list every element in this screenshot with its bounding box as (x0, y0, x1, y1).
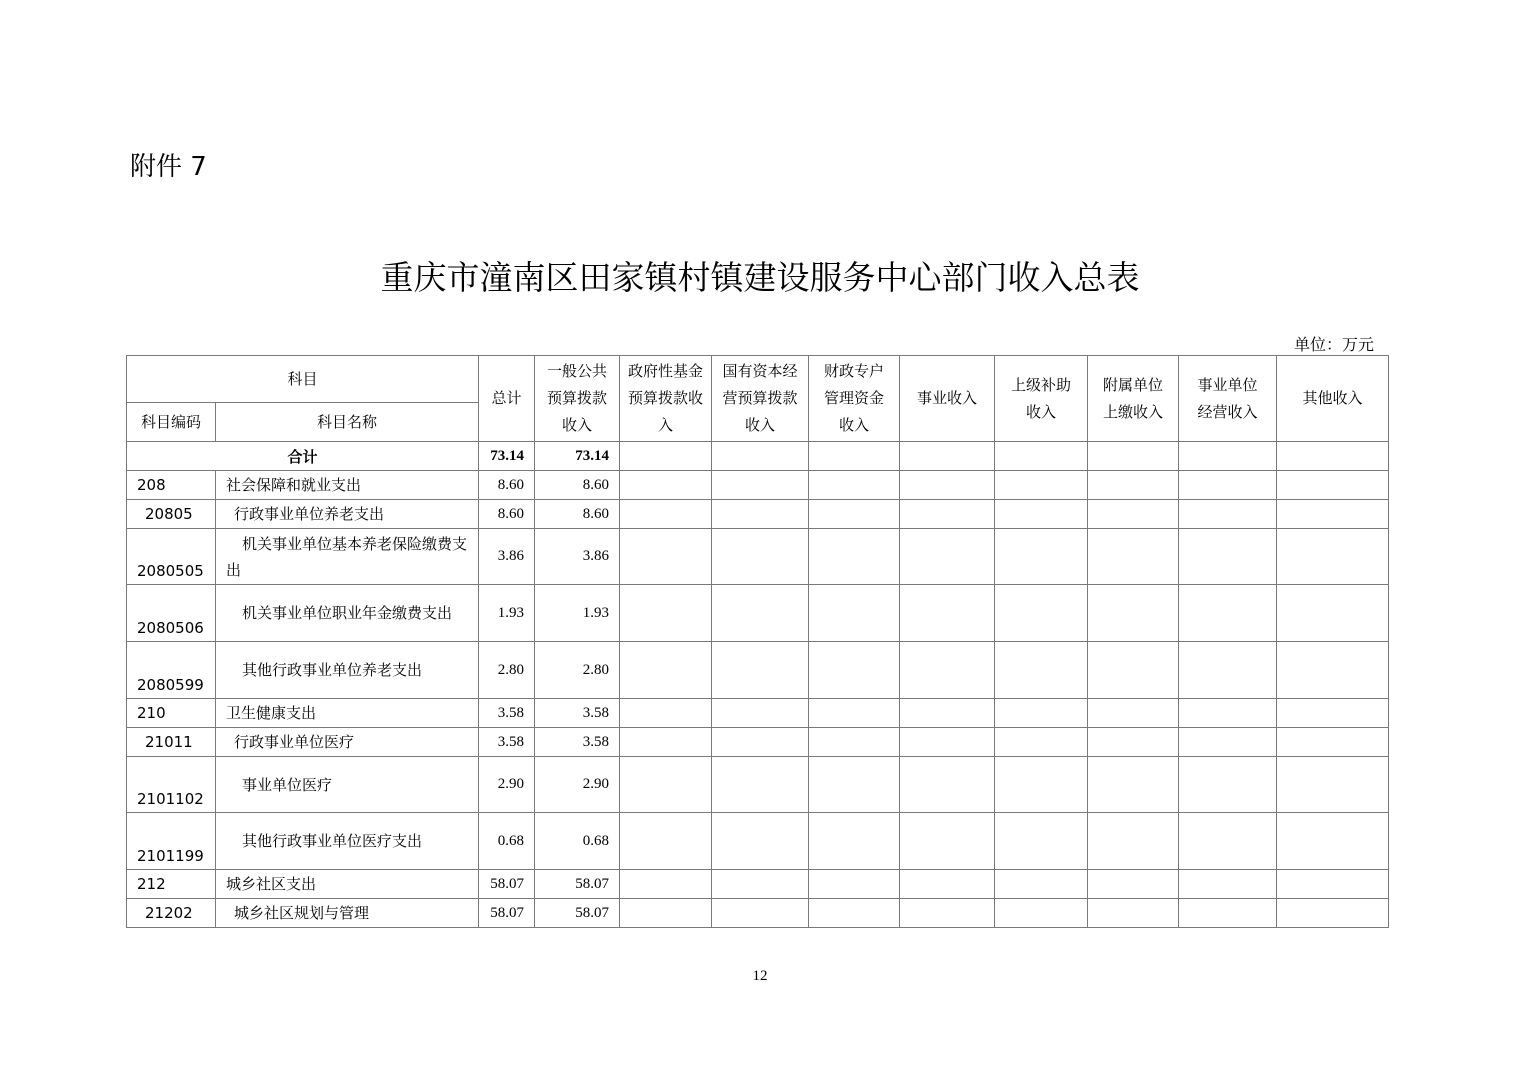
total-cell: 3.58 (479, 728, 535, 757)
table-row (127, 757, 1389, 813)
subject-name: 其他行政事业单位医疗支出 (242, 832, 423, 850)
subject-code: 20805 (127, 500, 216, 529)
subject-name: 机关事业单位职业年金缴费支出 (242, 604, 453, 622)
subject-name: 行政事业单位医疗 (216, 728, 479, 757)
total-cell: 8.60 (479, 500, 535, 529)
subject-code: 2101102 (127, 757, 216, 813)
subject-name: 城乡社区规划与管理 (216, 899, 479, 928)
total-cell: 3.58 (479, 699, 535, 728)
page-title: 重庆市潼南区田家镇村镇建设服务中心部门收入总表 (380, 258, 1140, 297)
subject-name-cell (216, 529, 479, 585)
general-budget-cell: 73.14 (535, 442, 620, 471)
table-row (127, 813, 1389, 870)
general-budget-cell: 3.86 (535, 529, 620, 585)
general-budget-cell: 8.60 (535, 500, 620, 529)
total-cell: 8.60 (479, 471, 535, 500)
header-state-capital: 国有资本经营预算拨款收入 (712, 356, 809, 442)
subject-code: 208 (127, 471, 216, 500)
table-row (127, 529, 1389, 585)
subject-name: 行政事业单位养老支出 (216, 500, 479, 529)
table-row (127, 899, 1389, 928)
unit-label: 单位：万元 (1293, 335, 1374, 354)
income-summary-table (126, 355, 1389, 928)
subject-code: 2080505 (127, 529, 216, 585)
general-budget-cell: 58.07 (535, 870, 620, 899)
subject-name-cell (216, 813, 479, 870)
subject-code: 21202 (127, 899, 216, 928)
subject-code: 2080506 (127, 585, 216, 642)
subject-name-cell (216, 757, 479, 813)
subject-code: 21011 (127, 728, 216, 757)
general-budget-cell: 58.07 (535, 899, 620, 928)
header-affiliated-unit: 附属单位上缴收入 (1088, 356, 1179, 442)
total-cell: 2.90 (479, 757, 535, 813)
annex-label: 附件 7 (130, 152, 207, 182)
subject-name-cell (216, 585, 479, 642)
header-general-budget: 一般公共预算拨款收入 (535, 356, 620, 442)
subject-name: 社会保障和就业支出 (216, 471, 479, 500)
header-total: 总计 (479, 356, 535, 442)
general-budget-cell: 3.58 (535, 728, 620, 757)
general-budget-cell: 2.80 (535, 642, 620, 699)
header-unit-operating: 事业单位经营收入 (1179, 356, 1277, 442)
table-row (127, 585, 1389, 642)
total-cell: 58.07 (479, 899, 535, 928)
total-cell: 73.14 (479, 442, 535, 471)
header-code: 科目编码 (127, 403, 216, 442)
total-cell: 3.86 (479, 529, 535, 585)
subject-name: 其他行政事业单位养老支出 (242, 661, 423, 679)
header-superior-subsidy: 上级补助收入 (995, 356, 1088, 442)
table-row (127, 870, 1389, 899)
subject-code: 2101199 (127, 813, 216, 870)
page-number: 12 (752, 968, 768, 984)
table-row (127, 699, 1389, 728)
total-cell: 2.80 (479, 642, 535, 699)
header-subject-group: 科目 (127, 356, 479, 403)
general-budget-cell: 3.58 (535, 699, 620, 728)
total-cell: 0.68 (479, 813, 535, 870)
subject-code: 210 (127, 699, 216, 728)
table-row (127, 471, 1389, 500)
table-row (127, 642, 1389, 699)
table-row (127, 728, 1389, 757)
header-gov-fund: 政府性基金预算拨款收入 (620, 356, 712, 442)
header-fiscal-account: 财政专户管理资金收入 (809, 356, 900, 442)
general-budget-cell: 2.90 (535, 757, 620, 813)
subject-name: 事业单位医疗 (242, 775, 333, 794)
total-row (127, 442, 1389, 471)
general-budget-cell: 0.68 (535, 813, 620, 870)
total-cell: 58.07 (479, 870, 535, 899)
total-label: 合计 (127, 442, 479, 471)
general-budget-cell: 8.60 (535, 471, 620, 500)
subject-name: 城乡社区支出 (216, 870, 479, 899)
header-name: 科目名称 (216, 403, 479, 442)
subject-code: 2080599 (127, 642, 216, 699)
header-other-income: 其他收入 (1277, 356, 1389, 442)
subject-name: 机关事业单位基本养老保险缴费支出 (226, 534, 468, 579)
total-cell: 1.93 (479, 585, 535, 642)
subject-code: 212 (127, 870, 216, 899)
table-row (127, 500, 1389, 529)
subject-name-cell (216, 642, 479, 699)
general-budget-cell: 1.93 (535, 585, 620, 642)
header-career-income: 事业收入 (900, 356, 995, 442)
subject-name: 卫生健康支出 (216, 699, 479, 728)
